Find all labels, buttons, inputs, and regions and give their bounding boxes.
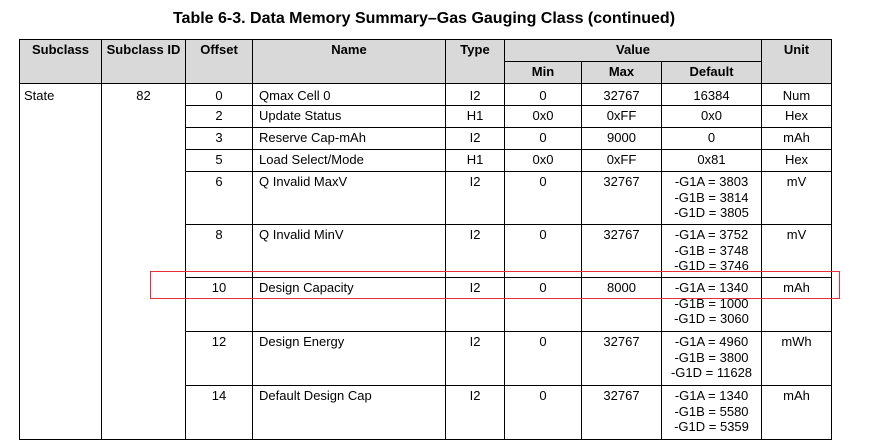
header-type: Type: [446, 40, 505, 84]
default-value: 0x0: [701, 108, 722, 123]
default-cell: [662, 172, 762, 225]
max-cell: 32767: [582, 84, 662, 106]
min-cell: 0: [505, 128, 582, 150]
default-value: -G1A = 1340: [674, 280, 749, 295]
default-cell: [662, 128, 762, 150]
min-cell: 0: [505, 386, 582, 440]
offset-cell: 12: [186, 332, 253, 386]
default-value: -G1A = 1340: [674, 388, 749, 403]
name-cell: Qmax Cell 0: [253, 84, 446, 106]
header-offset: Offset: [186, 40, 253, 84]
offset-cell: 6: [186, 172, 253, 225]
min-cell: 0: [505, 172, 582, 225]
name-cell: Default Design Cap: [253, 386, 446, 440]
default-value: -G1A = 3803: [674, 174, 749, 189]
max-cell: 32767: [582, 172, 662, 225]
default-value: 0: [707, 130, 716, 145]
table-row: [20, 84, 832, 106]
default-cell: [662, 106, 762, 128]
unit-cell: mWh: [762, 332, 832, 386]
max-cell: 32767: [582, 225, 662, 278]
min-cell: 0: [505, 278, 582, 332]
offset-cell: 3: [186, 128, 253, 150]
offset-cell: 10: [186, 278, 253, 332]
default-cell: [662, 278, 762, 332]
max-cell: 32767: [582, 332, 662, 386]
offset-cell: 2: [186, 106, 253, 128]
unit-cell: mAh: [762, 386, 832, 440]
name-cell: Q Invalid MinV: [253, 225, 446, 278]
subclass-cell: State: [20, 84, 102, 440]
unit-cell: Hex: [762, 106, 832, 128]
unit-cell: mV: [762, 172, 832, 225]
max-cell: 0xFF: [582, 106, 662, 128]
table-body: [20, 84, 832, 440]
type-cell: I2: [446, 225, 505, 278]
data-memory-table: [19, 39, 832, 440]
default-value: -G1B = 1000: [674, 295, 749, 311]
unit-cell: Hex: [762, 150, 832, 172]
max-cell: 32767: [582, 386, 662, 440]
offset-cell: 8: [186, 225, 253, 278]
default-value: -G1A = 4960: [674, 334, 749, 349]
default-value: -G1B = 5580: [674, 403, 749, 419]
type-cell: H1: [446, 150, 505, 172]
default-value: 0x81: [697, 152, 726, 167]
type-cell: I2: [446, 386, 505, 440]
default-value: -G1D = 3805: [674, 205, 749, 220]
name-cell: Design Energy: [253, 332, 446, 386]
type-cell: I2: [446, 172, 505, 225]
default-value: 16384: [693, 88, 730, 103]
default-value: -G1A = 3752: [674, 227, 749, 242]
header-min: Min: [505, 62, 582, 84]
unit-cell: mAh: [762, 278, 832, 332]
type-cell: I2: [446, 278, 505, 332]
default-cell: [662, 386, 762, 440]
name-cell: Update Status: [253, 106, 446, 128]
type-cell: I2: [446, 128, 505, 150]
header-max: Max: [582, 62, 662, 84]
header-subclass: Subclass: [20, 40, 102, 84]
default-cell: [662, 84, 762, 106]
default-value: -G1D = 11628: [670, 365, 753, 380]
min-cell: 0: [505, 225, 582, 278]
min-cell: 0x0: [505, 150, 582, 172]
max-cell: 9000: [582, 128, 662, 150]
min-cell: 0x0: [505, 106, 582, 128]
name-cell: Design Capacity: [253, 278, 446, 332]
default-cell: [662, 150, 762, 172]
header-name: Name: [253, 40, 446, 84]
name-cell: Load Select/Mode: [253, 150, 446, 172]
header-unit: Unit: [762, 40, 832, 84]
max-cell: 0xFF: [582, 150, 662, 172]
unit-cell: mV: [762, 225, 832, 278]
name-cell: Reserve Cap-mAh: [253, 128, 446, 150]
offset-cell: 0: [186, 84, 253, 106]
unit-cell: Num: [762, 84, 832, 106]
min-cell: 0: [505, 332, 582, 386]
table-caption: Table 6-3. Data Memory Summary–Gas Gauging Class (continued): [172, 10, 676, 27]
subclass-id-cell: 82: [102, 84, 186, 440]
offset-cell: 5: [186, 150, 253, 172]
default-value: -G1D = 3746: [674, 258, 749, 273]
default-value: -G1D = 5359: [674, 419, 749, 434]
type-cell: H1: [446, 106, 505, 128]
header-subclass-id: Subclass ID: [102, 40, 186, 84]
default-value: -G1D = 3060: [674, 311, 749, 326]
max-cell: 8000: [582, 278, 662, 332]
default-value: -G1B = 3814: [674, 189, 749, 205]
type-cell: I2: [446, 332, 505, 386]
default-cell: [662, 332, 762, 386]
default-value: -G1B = 3748: [674, 242, 749, 258]
default-cell: [662, 225, 762, 278]
min-cell: 0: [505, 84, 582, 106]
header-value: Value: [505, 40, 762, 62]
default-value: -G1B = 3800: [674, 349, 749, 365]
unit-cell: mAh: [762, 128, 832, 150]
type-cell: I2: [446, 84, 505, 106]
header-default: Default: [662, 62, 762, 84]
offset-cell: 14: [186, 386, 253, 440]
name-cell: Q Invalid MaxV: [253, 172, 446, 225]
